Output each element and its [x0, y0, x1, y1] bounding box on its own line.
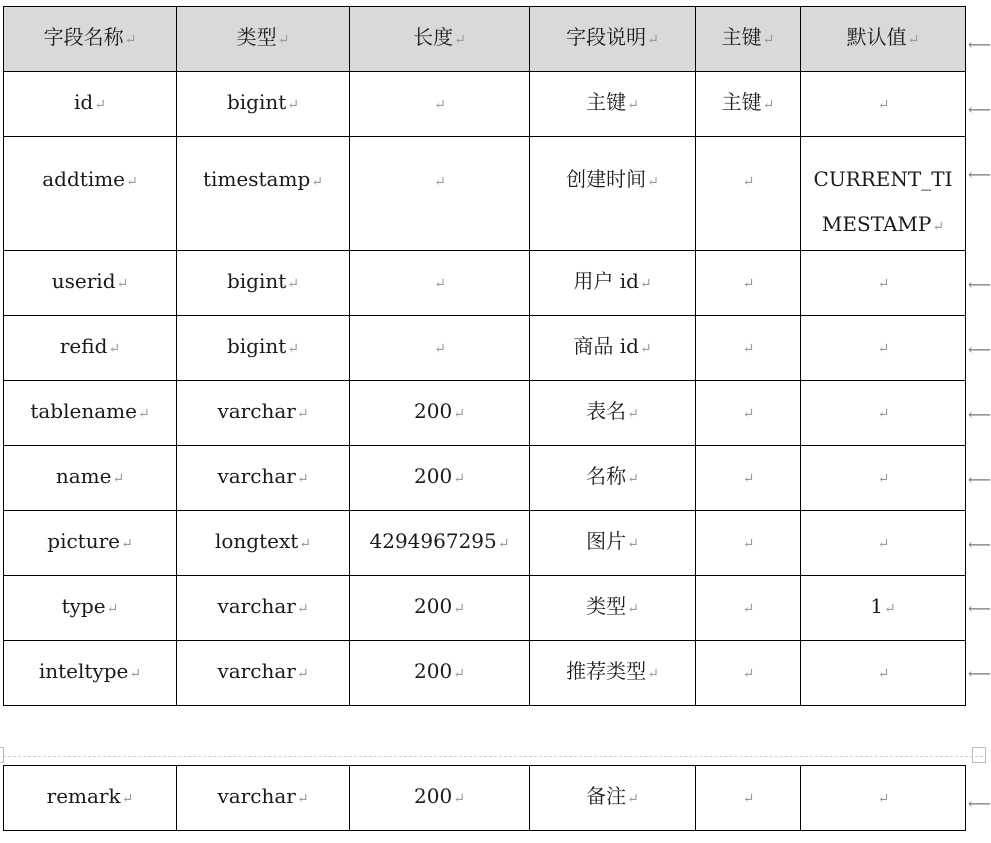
- table-row: [4, 511, 966, 576]
- header-cell-description: 字段说明↵: [530, 7, 696, 72]
- row-end-arrow-icon: ⟵: [968, 599, 991, 618]
- cell-default: 1↵: [801, 576, 966, 641]
- cell-length: ↵: [350, 251, 530, 316]
- cell-length: 4294967295↵: [350, 511, 530, 576]
- cell-default: ↵: [801, 316, 966, 381]
- cell-description: 图片↵: [530, 511, 696, 576]
- cell-length: ↵: [350, 72, 530, 137]
- cell-type: bigint↵: [177, 72, 350, 137]
- row-end-arrow-icon: ⟵: [968, 165, 991, 184]
- cell-type: varchar↵: [177, 766, 350, 831]
- cell-description: 主键↵: [530, 72, 696, 137]
- header-cell-field-name: 字段名称↵: [4, 7, 177, 72]
- cell-field-name: picture↵: [4, 511, 177, 576]
- cell-type: varchar↵: [177, 641, 350, 706]
- header-row: [4, 7, 966, 72]
- cell-field-name: type↵: [4, 576, 177, 641]
- table-row: [4, 641, 966, 706]
- field-table: [3, 6, 966, 706]
- table-row: [4, 381, 966, 446]
- table-row: [4, 316, 966, 381]
- cell-description: 备注↵: [530, 766, 696, 831]
- cell-field-name: id↵: [4, 72, 177, 137]
- cell-length: ↵: [350, 316, 530, 381]
- cell-field-name: remark↵: [4, 766, 177, 831]
- row-end-arrow-icon: ⟵: [968, 470, 991, 489]
- cell-description: 商品 id↵: [530, 316, 696, 381]
- cell-type: bigint↵: [177, 316, 350, 381]
- row-end-arrow-icon: ⟵: [968, 35, 991, 54]
- page-break-marker-right: [972, 747, 986, 763]
- cell-field-name: refid↵: [4, 316, 177, 381]
- table-row: [4, 137, 966, 251]
- cell-default: ↵: [801, 766, 966, 831]
- cell-description: 表名↵: [530, 381, 696, 446]
- cell-field-name: inteltype↵: [4, 641, 177, 706]
- cell-primary-key: ↵: [696, 641, 801, 706]
- table-row: [4, 446, 966, 511]
- cell-default: ↵: [801, 641, 966, 706]
- cell-description: 名称↵: [530, 446, 696, 511]
- cell-primary-key: ↵: [696, 576, 801, 641]
- cell-length: 200↵: [350, 576, 530, 641]
- field-table-continued: [3, 765, 966, 831]
- cell-field-name: name↵: [4, 446, 177, 511]
- cell-primary-key: ↵: [696, 766, 801, 831]
- page-break-marker-left: [0, 747, 4, 763]
- cell-type: varchar↵: [177, 381, 350, 446]
- cell-field-name: addtime↵: [4, 137, 177, 251]
- row-end-arrow-icon: ⟵: [968, 664, 991, 683]
- cell-primary-key: ↵: [696, 137, 801, 251]
- cell-primary-key: 主键↵: [696, 72, 801, 137]
- cell-length: ↵: [350, 137, 530, 251]
- page-break-line: [3, 756, 983, 757]
- cell-field-name: tablename↵: [4, 381, 177, 446]
- cell-default: ↵: [801, 511, 966, 576]
- row-end-arrow-icon: ⟵: [968, 794, 991, 813]
- cell-length: 200↵: [350, 446, 530, 511]
- cell-default: ↵: [801, 72, 966, 137]
- cell-default: CURRENT_TIMESTAMP↵: [801, 137, 966, 251]
- cell-primary-key: ↵: [696, 316, 801, 381]
- cell-type: varchar↵: [177, 576, 350, 641]
- row-end-arrow-icon: ⟵: [968, 275, 991, 294]
- cell-primary-key: ↵: [696, 446, 801, 511]
- cell-type: varchar↵: [177, 446, 350, 511]
- row-end-arrow-icon: ⟵: [968, 100, 991, 119]
- cell-length: 200↵: [350, 766, 530, 831]
- cell-primary-key: ↵: [696, 381, 801, 446]
- cell-default: ↵: [801, 381, 966, 446]
- cell-primary-key: ↵: [696, 251, 801, 316]
- cell-type: longtext↵: [177, 511, 350, 576]
- table-row: [4, 766, 966, 831]
- table-row: [4, 72, 966, 137]
- header-cell-primary-key: 主键↵: [696, 7, 801, 72]
- cell-length: 200↵: [350, 381, 530, 446]
- table-row: [4, 251, 966, 316]
- cell-description: 用户 id↵: [530, 251, 696, 316]
- cell-description: 推荐类型↵: [530, 641, 696, 706]
- row-end-arrow-icon: ⟵: [968, 340, 991, 359]
- cell-length: 200↵: [350, 641, 530, 706]
- cell-type: bigint↵: [177, 251, 350, 316]
- header-cell-default: 默认值↵: [801, 7, 966, 72]
- row-end-arrow-icon: ⟵: [968, 535, 991, 554]
- table-row: [4, 576, 966, 641]
- cell-default: ↵: [801, 251, 966, 316]
- header-cell-type: 类型↵: [177, 7, 350, 72]
- cell-default: ↵: [801, 446, 966, 511]
- cell-description: 创建时间↵: [530, 137, 696, 251]
- cell-type: timestamp↵: [177, 137, 350, 251]
- cell-primary-key: ↵: [696, 511, 801, 576]
- cell-description: 类型↵: [530, 576, 696, 641]
- row-end-arrow-icon: ⟵: [968, 405, 991, 424]
- header-cell-length: 长度↵: [350, 7, 530, 72]
- cell-field-name: userid↵: [4, 251, 177, 316]
